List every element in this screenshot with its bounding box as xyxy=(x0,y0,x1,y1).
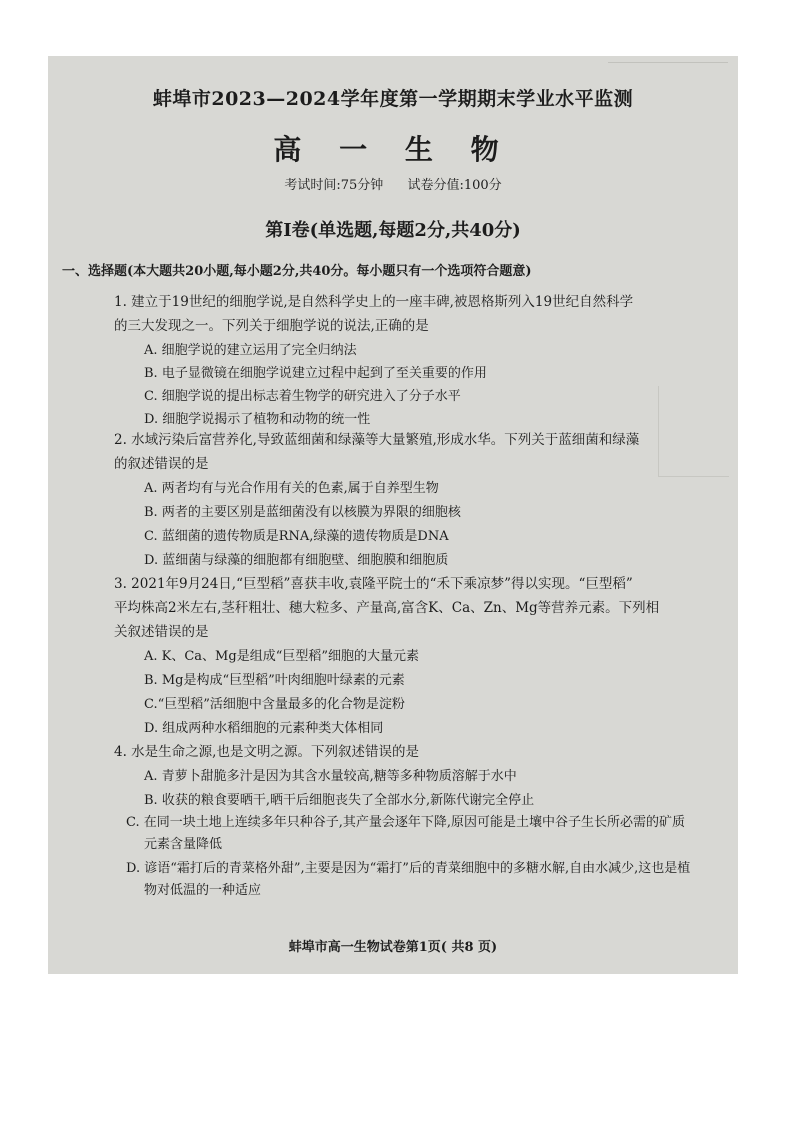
exam-time: 考试时间:75分钟 xyxy=(284,178,384,193)
question-1 xyxy=(114,290,714,338)
question-stem: 2. 水域污染后富营养化,导致蓝细菌和绿藻等大量繁殖,形成水华。下列关于蓝细菌和绿藻 xyxy=(114,432,640,448)
option-a: A. 细胞学说的建立运用了完全归纳法 xyxy=(144,343,357,358)
option-c: C. 细胞学说的提出标志着生物学的研究进入了分子水平 xyxy=(144,389,461,404)
option-b: B. Mg是构成“巨型稻”叶肉细胞叶绿素的元素 xyxy=(144,673,405,688)
section-instructions: 一、选择题(本大题共20小题,每小题2分,共40分。每小题只有一个选项符合题意) xyxy=(62,264,532,279)
question-3 xyxy=(114,572,714,644)
option-a: A. K、Ca、Mg是组成“巨型稻”细胞的大量元素 xyxy=(144,649,419,664)
question-stem: 关叙述错误的是 xyxy=(114,624,209,640)
subject-title: 高 一 生 物 xyxy=(273,133,513,166)
question-stem: 4. 水是生命之源,也是文明之源。下列叙述错误的是 xyxy=(114,744,419,760)
option-b: B. 收获的粮食要晒干,晒干后细胞丧失了全部水分,新陈代谢完全停止 xyxy=(144,793,535,808)
option-d: D. 谚语“霜打后的青菜格外甜”,主要是因为“霜打”后的青菜细胞中的多糖水解,自由水减少,这也是植物对低温的一种适应 xyxy=(126,861,691,898)
section-title: 第Ⅰ卷(单选题,每题2分,共40分) xyxy=(265,220,521,241)
exam-info xyxy=(48,174,738,193)
question-stem: 的叙述错误的是 xyxy=(114,456,209,472)
option-b: B. 两者的主要区别是蓝细菌没有以核膜为界限的细胞核 xyxy=(144,505,461,520)
option-d: D. 组成两种水稻细胞的元素种类大体相同 xyxy=(144,721,384,736)
question-stem: 平均株高2米左右,茎秆粗壮、穗大粒多、产量高,富含K、Ca、Zn、Mg等营养元素。下列相 xyxy=(114,600,660,616)
option-c: C. 在同一块土地上连续多年只种谷子,其产量会逐年下降,原因可能是土壤中谷子生长所必需的矿质元素含量降低 xyxy=(126,815,686,852)
bleed-through-mark xyxy=(608,62,728,73)
exam-score: 试卷分值:100分 xyxy=(407,178,502,193)
page-footer: 蚌埠市高一生物试卷第1页( 共8 页) xyxy=(288,940,498,955)
option-a: A. 两者均有与光合作用有关的色素,属于自养型生物 xyxy=(144,481,439,496)
exam-page xyxy=(48,56,738,974)
option-c: C. 蓝细菌的遗传物质是RNA,绿藻的遗传物质是DNA xyxy=(144,529,449,544)
option-d: D. 蓝细菌与绿藻的细胞都有细胞壁、细胞膜和细胞质 xyxy=(144,553,449,568)
option-d: D. 细胞学说揭示了植物和动物的统一性 xyxy=(144,412,371,427)
exam-header-title: 蚌埠市2023—2024学年度第一学期期末学业水平监测 xyxy=(152,88,634,110)
question-stem: 1. 建立于19世纪的细胞学说,是自然科学史上的一座丰碑,被恩格斯列入19世纪自然科学 xyxy=(114,294,634,310)
option-c: C.“巨型稻”活细胞中含量最多的化合物是淀粉 xyxy=(144,697,405,712)
question-4 xyxy=(114,740,714,764)
question-stem: 的三大发现之一。下列关于细胞学说的说法,正确的是 xyxy=(114,318,429,334)
question-stem: 3. 2021年9月24日,“巨型稻”喜获丰收,袁隆平院士的“禾下乘凉梦”得以实现。“巨型稻” xyxy=(114,576,633,592)
question-2 xyxy=(114,428,714,476)
option-a: A. 青萝卜甜脆多汁是因为其含水量较高,糖等多种物质溶解于水中 xyxy=(144,769,517,784)
option-b: B. 电子显微镜在细胞学说建立过程中起到了至关重要的作用 xyxy=(144,366,487,381)
